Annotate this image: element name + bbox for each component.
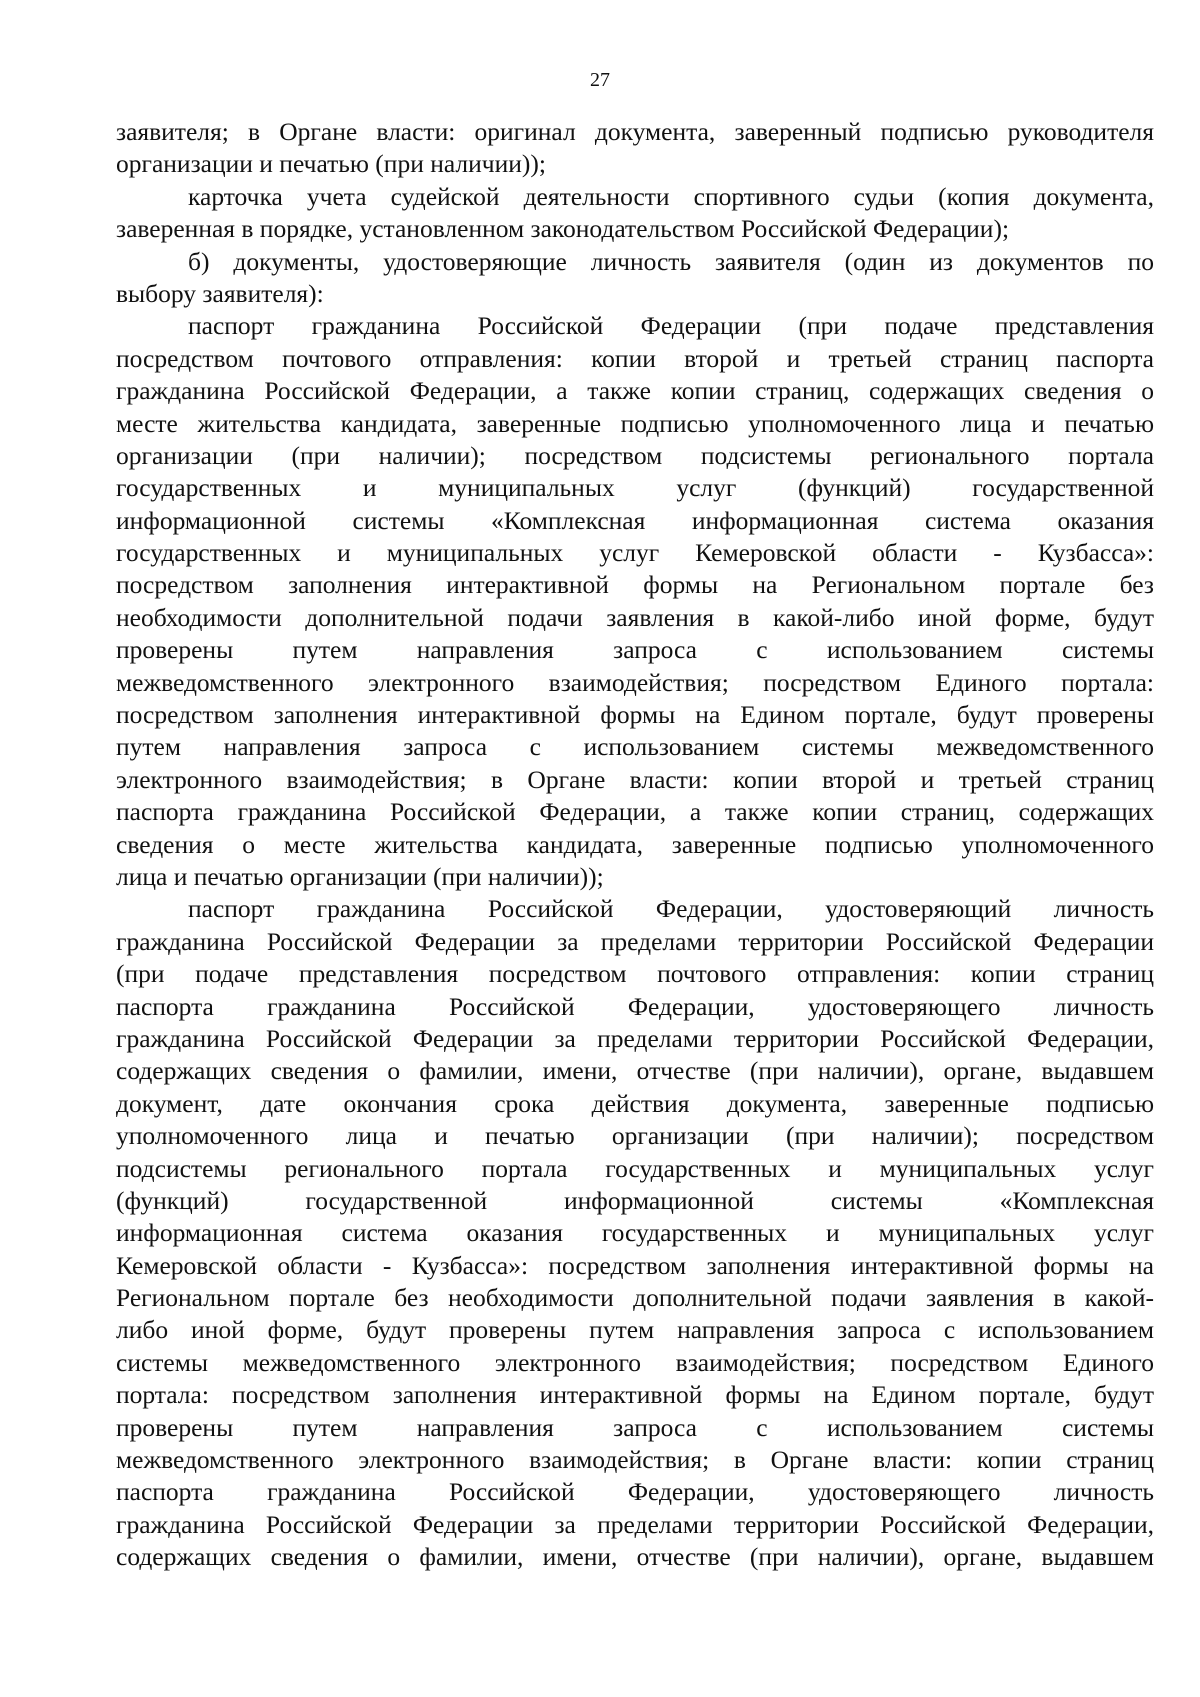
text-line: гражданина Российской Федерации за пределами территории Российской Федерации, (116, 1023, 1154, 1053)
text-line: межведомственного электронного взаимодействия; посредством Единого портала: (116, 667, 1154, 697)
text-line: содержащих сведения о фамилии, имени, отчестве (при наличии), органе, выдавшем (116, 1056, 1154, 1086)
text-line: гражданина Российской Федерации за пределами территории Российской Федерации, (116, 1509, 1154, 1539)
text-line: паспорта гражданина Российской Федерации, удостоверяющего личность (116, 1477, 1154, 1507)
text-line: (при подаче представления посредством почтового отправления: копии страниц (116, 959, 1154, 989)
text-line: посредством заполнения интерактивной формы на Едином портале, будут проверены (116, 700, 1154, 730)
text-line: информационная система оказания государственных и муниципальных услуг (116, 1218, 1154, 1248)
text-line: государственных и муниципальных услуг (функций) государственной (116, 473, 1154, 503)
page-number: 27 (590, 69, 610, 91)
text-line: заявителя; в Органе власти: оригинал документа, заверенный подписью руководителя (116, 117, 1154, 146)
text-line: гражданина Российской Федерации за пределами территории Российской Федерации (116, 926, 1154, 956)
text-line: государственных и муниципальных услуг Кемеровской области - Кузбасса»: (116, 538, 1154, 568)
text-line: путем направления запроса с использованием системы межведомственного (116, 732, 1154, 762)
text-line: информационной системы «Комплексная информационная система оказания (116, 505, 1154, 535)
text-line: Региональном портале без необходимости дополнительной подачи заявления в какой- (116, 1283, 1154, 1313)
text-line: гражданина Российской Федерации, а также копии страниц, содержащих сведения о (116, 376, 1154, 406)
text-line: посредством почтового отправления: копии второй и третьей страниц паспорта (116, 343, 1154, 373)
text-line: электронного взаимодействия; в Органе власти: копии второй и третьей страниц (116, 764, 1154, 794)
text-line: паспорт гражданина Российской Федерации (при подаче представления (188, 311, 1154, 341)
text-line: выбору заявителя): (116, 278, 324, 308)
text-line: уполномоченного лица и печатью организации (при наличии); посредством (116, 1121, 1154, 1151)
text-line: Кемеровской области - Кузбасса»: посредством заполнения интерактивной формы на (116, 1250, 1154, 1280)
text-line: либо иной форме, будут проверены путем направления запроса с использованием (116, 1315, 1154, 1345)
document-body (116, 116, 1154, 1574)
text-line: сведения о месте жительства кандидата, заверенные подписью уполномоченного (116, 829, 1154, 859)
text-line: содержащих сведения о фамилии, имени, отчестве (при наличии), органе, выдавшем (116, 1542, 1154, 1572)
text-line: проверены путем направления запроса с использованием системы (116, 1412, 1154, 1442)
text-line: (функций) государственной информационной системы «Комплексная (116, 1185, 1154, 1215)
text-line: б) документы, удостоверяющие личность заявителя (один из документов по (188, 246, 1154, 276)
text-line: документ, дате окончания срока действия документа, заверенные подписью (116, 1088, 1154, 1118)
text-line: подсистемы регионального портала государственных и муниципальных услуг (116, 1153, 1154, 1183)
text-line: организации и печатью (при наличии)); (116, 149, 546, 179)
text-line: посредством заполнения интерактивной формы на Региональном портале без (116, 570, 1154, 600)
text-line: необходимости дополнительной подачи заявления в какой-либо иной форме, будут (116, 602, 1154, 632)
text-line: паспорта гражданина Российской Федерации, удостоверяющего личность (116, 991, 1154, 1021)
text-line: паспорта гражданина Российской Федерации, а также копии страниц, содержащих (116, 797, 1154, 827)
text-line: портала: посредством заполнения интерактивной формы на Едином портале, будут (116, 1380, 1154, 1410)
text-line: паспорт гражданина Российской Федерации, удостоверяющий личность (188, 894, 1154, 924)
text-line: системы межведомственного электронного взаимодействия; посредством Единого (116, 1347, 1154, 1377)
text-line: межведомственного электронного взаимодействия; в Органе власти: копии страниц (116, 1445, 1154, 1475)
text-line: заверенная в порядке, установленном законодательством Российской Федерации); (116, 214, 1010, 244)
text-line: проверены путем направления запроса с использованием системы (116, 635, 1154, 665)
text-line: месте жительства кандидата, заверенные подписью уполномоченного лица и печатью (116, 408, 1154, 438)
text-line: карточка учета судейской деятельности спортивного судьи (копия документа, (188, 181, 1154, 211)
text-line: лица и печатью организации (при наличии)); (116, 861, 604, 891)
text-line: организации (при наличии); посредством подсистемы регионального портала (116, 440, 1154, 470)
